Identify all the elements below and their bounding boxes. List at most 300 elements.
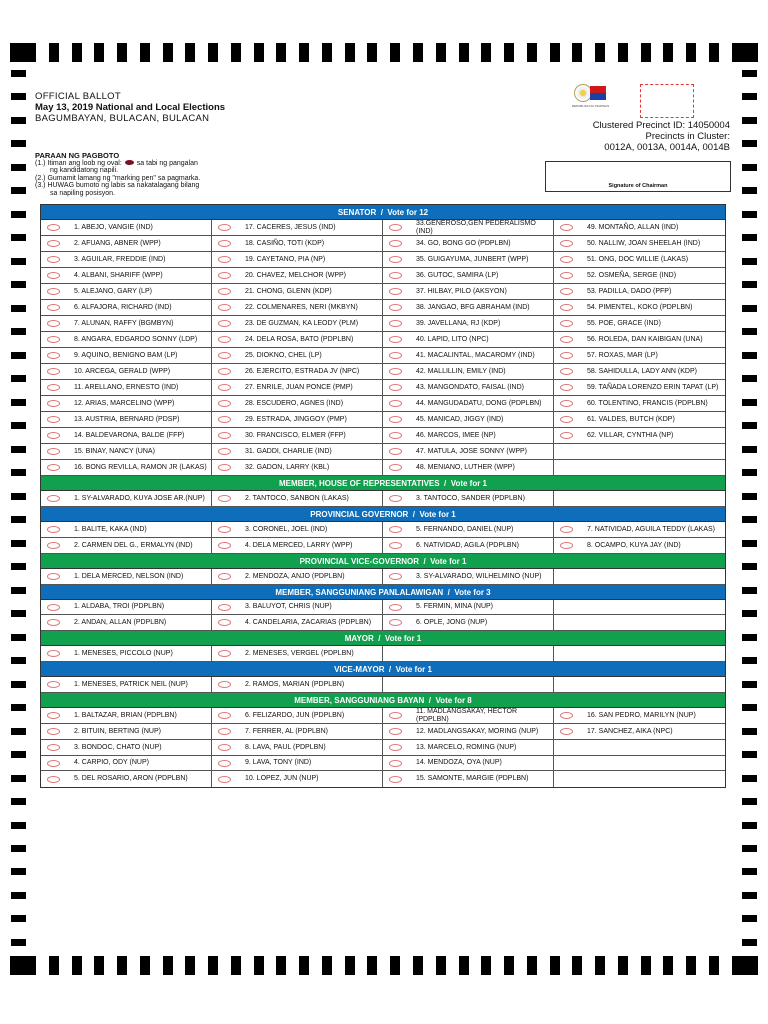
vote-oval-icon[interactable]: [389, 352, 402, 359]
ballot-grid: [40, 204, 726, 788]
vote-oval-icon[interactable]: [47, 304, 60, 311]
vote-oval-icon[interactable]: [560, 542, 573, 549]
candidate-cell[interactable]: [41, 348, 212, 363]
candidate-cell[interactable]: [554, 708, 725, 723]
vote-oval-icon[interactable]: [389, 304, 402, 311]
timing-mark: [742, 751, 757, 758]
candidate-name: 12. MADLANGSAKAY, MORING (NUP): [416, 727, 539, 735]
vote-oval-icon[interactable]: [560, 400, 573, 407]
candidate-cell[interactable]: [212, 740, 383, 755]
timing-mark: [572, 43, 582, 62]
candidate-cell[interactable]: [383, 284, 554, 299]
vote-oval-icon[interactable]: [389, 320, 402, 327]
vote-oval-icon[interactable]: [389, 432, 402, 439]
candidate-cell[interactable]: [41, 708, 212, 723]
candidate-cell[interactable]: [383, 396, 554, 411]
vote-oval-icon[interactable]: [47, 432, 60, 439]
candidate-row: [41, 708, 725, 724]
vote-oval-icon[interactable]: [560, 432, 573, 439]
vote-oval-icon[interactable]: [389, 542, 402, 549]
candidate-cell[interactable]: [383, 724, 554, 739]
candidate-cell[interactable]: [554, 268, 725, 283]
timing-mark: [742, 93, 757, 100]
candidate-cell[interactable]: [383, 332, 554, 347]
vote-oval-icon[interactable]: [389, 464, 402, 471]
candidate-cell[interactable]: [554, 300, 725, 315]
candidate-cell[interactable]: [212, 646, 383, 661]
vote-oval-icon[interactable]: [389, 495, 402, 502]
vote-oval-icon[interactable]: [389, 384, 402, 391]
timing-marks-left: [11, 70, 26, 946]
vote-oval-icon[interactable]: [47, 760, 60, 767]
candidate-cell[interactable]: [212, 300, 383, 315]
candidate-cell[interactable]: [383, 569, 554, 584]
timing-mark: [732, 956, 758, 975]
vote-oval-icon[interactable]: [218, 760, 231, 767]
timing-mark: [527, 956, 537, 975]
candidate-cell[interactable]: [212, 771, 383, 787]
candidate-cell[interactable]: [212, 615, 383, 630]
vote-oval-icon[interactable]: [560, 288, 573, 295]
vote-oval-icon[interactable]: [389, 336, 402, 343]
vote-oval-icon[interactable]: [560, 304, 573, 311]
candidate-cell[interactable]: [554, 332, 725, 347]
candidate-cell[interactable]: [554, 412, 725, 427]
candidate-name: 5. DEL ROSARIO, ARON (PDPLBN): [74, 775, 188, 783]
candidate-cell[interactable]: [383, 708, 554, 723]
candidate-cell[interactable]: [212, 380, 383, 395]
candidate-cell[interactable]: [41, 396, 212, 411]
candidate-name: 4. ALBANI, SHARIFF (WPP): [74, 271, 163, 279]
empty-cell: [554, 491, 725, 506]
vote-oval-icon[interactable]: [389, 240, 402, 247]
candidate-row: [41, 460, 725, 476]
candidate-cell[interactable]: [383, 220, 554, 235]
candidate-cell[interactable]: [41, 740, 212, 755]
candidate-cell[interactable]: [41, 284, 212, 299]
candidate-cell[interactable]: [41, 444, 212, 459]
timing-mark: [742, 915, 757, 922]
vote-oval-icon[interactable]: [218, 619, 231, 626]
candidate-cell[interactable]: [212, 412, 383, 427]
vote-oval-icon[interactable]: [389, 619, 402, 626]
timing-mark: [11, 422, 26, 429]
vote-oval-icon[interactable]: [218, 573, 231, 580]
candidate-name: 54. PIMENTEL, KOKO (PDPLBN): [587, 303, 693, 311]
vote-oval-icon[interactable]: [218, 744, 231, 751]
timing-mark: [390, 43, 400, 62]
signature-label: Signature of Chairman: [608, 183, 668, 189]
candidate-cell[interactable]: [554, 316, 725, 331]
timing-mark: [11, 775, 26, 782]
vote-oval-icon[interactable]: [389, 573, 402, 580]
timing-mark: [709, 43, 719, 62]
vote-oval-icon[interactable]: [560, 384, 573, 391]
candidate-cell[interactable]: [212, 364, 383, 379]
vote-oval-icon[interactable]: [47, 712, 60, 719]
vote-oval-icon[interactable]: [218, 448, 231, 455]
timing-mark: [436, 956, 446, 975]
vote-oval-icon[interactable]: [218, 526, 231, 533]
candidate-cell[interactable]: [383, 740, 554, 755]
candidate-cell[interactable]: [212, 756, 383, 770]
vote-oval-icon[interactable]: [560, 240, 573, 247]
candidate-row: [41, 316, 725, 332]
candidate-name: 4. CARPIO, ODY (NUP): [74, 759, 149, 767]
timing-mark: [742, 798, 757, 805]
vote-oval-icon[interactable]: [389, 776, 402, 783]
candidate-cell[interactable]: [383, 615, 554, 630]
vote-oval-icon[interactable]: [218, 728, 231, 735]
candidate-cell[interactable]: [554, 364, 725, 379]
candidate-cell[interactable]: [212, 284, 383, 299]
vote-oval-icon[interactable]: [389, 604, 402, 611]
vote-oval-icon[interactable]: [560, 728, 573, 735]
candidate-name: 45. MANICAD, JIGGY (IND): [416, 415, 504, 423]
vote-oval-icon[interactable]: [218, 224, 231, 231]
vote-oval-icon[interactable]: [389, 760, 402, 767]
vote-oval-icon[interactable]: [560, 256, 573, 263]
candidate-cell[interactable]: [383, 600, 554, 614]
vote-oval-icon[interactable]: [47, 352, 60, 359]
candidate-cell[interactable]: [383, 252, 554, 267]
vote-oval-icon[interactable]: [218, 432, 231, 439]
candidate-cell[interactable]: [554, 220, 725, 235]
vote-oval-icon[interactable]: [47, 272, 60, 279]
candidate-cell[interactable]: [41, 412, 212, 427]
candidate-cell[interactable]: [212, 252, 383, 267]
candidate-name: 2. TANTOCO, SANBON (LAKAS): [245, 494, 349, 502]
candidate-cell[interactable]: [554, 348, 725, 363]
candidate-cell[interactable]: [41, 300, 212, 315]
vote-oval-icon[interactable]: [47, 336, 60, 343]
vote-oval-icon[interactable]: [218, 304, 231, 311]
candidate-cell[interactable]: [41, 615, 212, 630]
candidate-cell[interactable]: [554, 522, 725, 537]
vote-oval-icon[interactable]: [218, 288, 231, 295]
vote-oval-icon[interactable]: [389, 448, 402, 455]
instruction-3: (3.) HUWAG bumoto ng labis sa nakatalagang bilang: [35, 182, 200, 190]
candidate-cell[interactable]: [41, 522, 212, 537]
vote-oval-icon[interactable]: [47, 368, 60, 375]
vote-oval-icon[interactable]: [560, 224, 573, 231]
timing-mark: [11, 657, 26, 664]
timing-mark: [276, 956, 286, 975]
candidate-name: 3. AGUILAR, FREDDIE (IND): [74, 255, 166, 263]
timing-mark: [742, 70, 757, 77]
vote-oval-icon[interactable]: [47, 542, 60, 549]
vote-oval-icon[interactable]: [389, 368, 402, 375]
candidate-cell[interactable]: [383, 538, 554, 553]
vote-oval-icon[interactable]: [47, 416, 60, 423]
candidate-cell[interactable]: [554, 538, 725, 553]
candidate-cell[interactable]: [383, 491, 554, 506]
candidate-cell[interactable]: [212, 236, 383, 251]
vote-oval-icon[interactable]: [389, 288, 402, 295]
vote-oval-icon[interactable]: [47, 495, 60, 502]
candidate-cell[interactable]: [212, 268, 383, 283]
candidate-cell[interactable]: [41, 268, 212, 283]
vote-oval-icon[interactable]: [218, 272, 231, 279]
timing-mark: [11, 164, 26, 171]
candidate-cell[interactable]: [212, 316, 383, 331]
candidate-cell[interactable]: [41, 252, 212, 267]
election-name: May 13, 2019 National and Local Elections: [35, 102, 226, 113]
timing-mark: [49, 956, 59, 975]
candidate-cell[interactable]: [383, 364, 554, 379]
vote-oval-icon[interactable]: [218, 256, 231, 263]
candidate-cell[interactable]: [41, 332, 212, 347]
candidate-cell[interactable]: [41, 428, 212, 443]
candidate-name: 34. GO, BONG GO (PDPLBN): [416, 239, 511, 247]
vote-oval-icon[interactable]: [218, 464, 231, 471]
vote-oval-icon[interactable]: [218, 320, 231, 327]
vote-oval-icon[interactable]: [218, 240, 231, 247]
voting-instructions: PARAAN NG PAGBOTO (1.) Itiman ang loob ng oval: sa tabi ng pangalan ng kandidatong napili. (2.) Gumamit lamang ng "marking pen" sa pagmarka. (3.) HUWAG bumoto ng labis sa nakatalagang bilang sa napiling posisyon.: [35, 152, 285, 198]
candidate-name: 7. NATIVIDAD, AGUILA TEDDY (LAKAS): [587, 525, 715, 533]
vote-oval-icon[interactable]: [47, 448, 60, 455]
vote-oval-icon[interactable]: [389, 744, 402, 751]
candidate-name: 4. DELA MERCED, LARRY (WPP): [245, 541, 353, 549]
vote-oval-icon[interactable]: [218, 400, 231, 407]
vote-oval-icon[interactable]: [218, 650, 231, 657]
candidate-cell[interactable]: [383, 380, 554, 395]
candidate-name: 9. LAVA, TONY (IND): [245, 759, 312, 767]
vote-oval-icon[interactable]: [218, 542, 231, 549]
timing-mark: [367, 956, 377, 975]
section-header: SENATOR / Vote for 12: [41, 205, 725, 220]
timing-mark: [231, 43, 241, 62]
candidate-cell[interactable]: [41, 756, 212, 770]
vote-oval-icon[interactable]: [47, 224, 60, 231]
candidate-cell[interactable]: [212, 396, 383, 411]
candidate-name: 50. NALLIW, JOAN SHEELAH (IND): [587, 239, 701, 247]
candidate-cell[interactable]: [41, 460, 212, 475]
vote-oval-icon[interactable]: [560, 272, 573, 279]
candidate-cell[interactable]: [212, 460, 383, 475]
empty-cell: [554, 771, 725, 787]
candidate-cell[interactable]: [41, 380, 212, 395]
vote-oval-icon[interactable]: [218, 368, 231, 375]
candidate-name: 1. BALITE, KAKA (IND): [74, 525, 147, 533]
candidate-cell[interactable]: [383, 756, 554, 770]
candidate-cell[interactable]: [383, 268, 554, 283]
candidate-name: 7. FERRER, AL (PDPLBN): [245, 727, 328, 735]
vote-oval-icon[interactable]: [218, 712, 231, 719]
vote-oval-icon[interactable]: [560, 336, 573, 343]
vote-oval-icon[interactable]: [47, 526, 60, 533]
vote-oval-icon[interactable]: [47, 256, 60, 263]
candidate-cell[interactable]: [41, 491, 212, 506]
timing-mark: [231, 956, 241, 975]
candidate-row: [41, 380, 725, 396]
vote-oval-icon[interactable]: [389, 256, 402, 263]
candidate-cell[interactable]: [383, 236, 554, 251]
timing-mark: [11, 681, 26, 688]
vote-oval-icon[interactable]: [560, 526, 573, 533]
vote-oval-icon[interactable]: [47, 650, 60, 657]
timing-mark: [117, 956, 127, 975]
timing-mark: [686, 43, 696, 62]
candidate-name: 16. SAN PEDRO, MARILYN (NUP): [587, 711, 696, 719]
candidate-name: 28. ESCUDERO, AGNES (IND): [245, 399, 344, 407]
candidate-cell[interactable]: [41, 724, 212, 739]
candidate-cell[interactable]: [212, 569, 383, 584]
candidate-cell[interactable]: [41, 220, 212, 235]
vote-oval-icon[interactable]: [218, 495, 231, 502]
vote-oval-icon[interactable]: [560, 352, 573, 359]
candidate-cell[interactable]: [41, 771, 212, 787]
section-header: MEMBER, HOUSE OF REPRESENTATIVES / Vote for 1: [41, 476, 725, 491]
candidate-cell[interactable]: [383, 316, 554, 331]
vote-oval-icon[interactable]: [389, 272, 402, 279]
section-header: MEMBER, SANGGUNIANG BAYAN / Vote for 8: [41, 693, 725, 708]
candidate-cell[interactable]: [212, 332, 383, 347]
vote-oval-icon[interactable]: [560, 416, 573, 423]
timing-mark: [413, 956, 423, 975]
vote-oval-icon[interactable]: [47, 320, 60, 327]
timing-mark: [11, 281, 26, 288]
candidate-cell[interactable]: [554, 252, 725, 267]
candidate-cell[interactable]: [383, 428, 554, 443]
chairman-signature-box[interactable]: [545, 161, 731, 192]
vote-oval-icon[interactable]: [47, 728, 60, 735]
candidate-cell[interactable]: [41, 600, 212, 614]
candidate-cell[interactable]: [41, 236, 212, 251]
timing-mark: [11, 70, 26, 77]
vote-oval-icon[interactable]: [218, 336, 231, 343]
vote-oval-icon[interactable]: [218, 416, 231, 423]
candidate-cell[interactable]: [41, 677, 212, 692]
candidate-name: 6. OPLE, JONG (NUP): [416, 618, 488, 626]
candidate-cell[interactable]: [212, 491, 383, 506]
candidate-cell[interactable]: [212, 538, 383, 553]
candidate-cell[interactable]: [383, 522, 554, 537]
candidate-cell[interactable]: [554, 284, 725, 299]
timing-mark: [11, 446, 26, 453]
timing-mark: [742, 211, 757, 218]
candidate-cell[interactable]: [554, 428, 725, 443]
timing-mark: [322, 43, 332, 62]
candidate-name: 33.GENEROSO,GEN PEDERALISMO (IND): [416, 220, 536, 235]
candidate-cell[interactable]: [212, 600, 383, 614]
vote-oval-icon[interactable]: [47, 604, 60, 611]
candidate-cell[interactable]: [554, 724, 725, 739]
vote-oval-icon[interactable]: [560, 368, 573, 375]
candidate-cell[interactable]: [383, 300, 554, 315]
candidate-cell[interactable]: [41, 364, 212, 379]
vote-oval-icon[interactable]: [389, 224, 402, 231]
candidate-row: [41, 724, 725, 740]
candidate-cell[interactable]: [383, 444, 554, 459]
vote-oval-icon[interactable]: [47, 573, 60, 580]
vote-oval-icon[interactable]: [47, 240, 60, 247]
vote-oval-icon[interactable]: [218, 776, 231, 783]
vote-oval-icon[interactable]: [47, 464, 60, 471]
candidate-name: 8. LAVA, PAUL (PDPLBN): [245, 743, 326, 751]
vote-oval-icon[interactable]: [389, 400, 402, 407]
vote-oval-icon[interactable]: [389, 416, 402, 423]
qr-code-box: [640, 84, 694, 118]
timing-mark: [709, 956, 719, 975]
vote-oval-icon: [560, 619, 573, 626]
vote-oval-icon[interactable]: [389, 728, 402, 735]
candidate-cell[interactable]: [383, 460, 554, 475]
candidate-name: 22. COLMENARES, NERI (MKBYN): [245, 303, 358, 311]
precinct-clusters: 0012A, 0013A, 0014A, 0014B: [604, 142, 730, 153]
vote-oval-icon[interactable]: [389, 526, 402, 533]
timing-mark: [459, 956, 469, 975]
vote-oval-icon[interactable]: [47, 619, 60, 626]
candidate-cell[interactable]: [383, 771, 554, 787]
candidate-cell[interactable]: [41, 538, 212, 553]
timing-mark: [11, 704, 26, 711]
candidate-cell[interactable]: [41, 316, 212, 331]
candidate-name: 13. AUSTRIA, BERNARD (PDSP): [74, 415, 180, 423]
candidate-cell[interactable]: [383, 412, 554, 427]
vote-oval-icon[interactable]: [47, 681, 60, 688]
candidate-name: 61. VALDES, BUTCH (KDP): [587, 415, 675, 423]
candidate-row: [41, 396, 725, 412]
timing-mark: [550, 43, 560, 62]
vote-oval-icon[interactable]: [389, 712, 402, 719]
timing-marks-top: [10, 43, 758, 62]
timing-mark: [11, 868, 26, 875]
candidate-cell[interactable]: [212, 220, 383, 235]
candidate-cell[interactable]: [212, 522, 383, 537]
timing-mark: [11, 187, 26, 194]
timing-mark: [742, 634, 757, 641]
candidate-name: 3. TANTOCO, SANDER (PDPLBN): [416, 494, 525, 502]
candidate-cell[interactable]: [212, 444, 383, 459]
candidate-cell[interactable]: [212, 428, 383, 443]
timing-mark: [527, 43, 537, 62]
vote-oval-icon[interactable]: [560, 712, 573, 719]
candidate-cell[interactable]: [383, 348, 554, 363]
candidate-cell[interactable]: [41, 646, 212, 661]
candidate-cell[interactable]: [212, 724, 383, 739]
vote-oval-icon[interactable]: [47, 776, 60, 783]
candidate-cell[interactable]: [554, 396, 725, 411]
vote-oval-icon[interactable]: [47, 400, 60, 407]
vote-oval-icon[interactable]: [47, 288, 60, 295]
candidate-name: 5. ALEJANO, GARY (LP): [74, 287, 152, 295]
timing-mark: [742, 822, 757, 829]
vote-oval-icon[interactable]: [218, 384, 231, 391]
timing-mark: [94, 956, 104, 975]
candidate-cell[interactable]: [212, 348, 383, 363]
timing-mark: [208, 43, 218, 62]
vote-oval-icon[interactable]: [218, 604, 231, 611]
candidate-name: 60. TOLENTINO, FRANCIS (PDPLBN): [587, 399, 708, 407]
candidate-cell[interactable]: [554, 380, 725, 395]
candidate-cell[interactable]: [554, 236, 725, 251]
candidate-cell[interactable]: [212, 677, 383, 692]
candidate-cell[interactable]: [41, 569, 212, 584]
candidate-cell[interactable]: [212, 708, 383, 723]
vote-oval-icon[interactable]: [47, 384, 60, 391]
vote-oval-icon[interactable]: [218, 352, 231, 359]
timing-mark: [11, 140, 26, 147]
candidate-row: [41, 538, 725, 554]
candidate-name: 2. MENDOZA, ANJO (PDPLBN): [245, 572, 345, 580]
vote-oval-icon[interactable]: [218, 681, 231, 688]
timing-mark: [742, 868, 757, 875]
vote-oval-icon[interactable]: [47, 744, 60, 751]
empty-cell: [554, 756, 725, 770]
candidate-name: 49. MONTAÑO, ALLAN (IND): [587, 223, 679, 231]
vote-oval-icon[interactable]: [560, 320, 573, 327]
